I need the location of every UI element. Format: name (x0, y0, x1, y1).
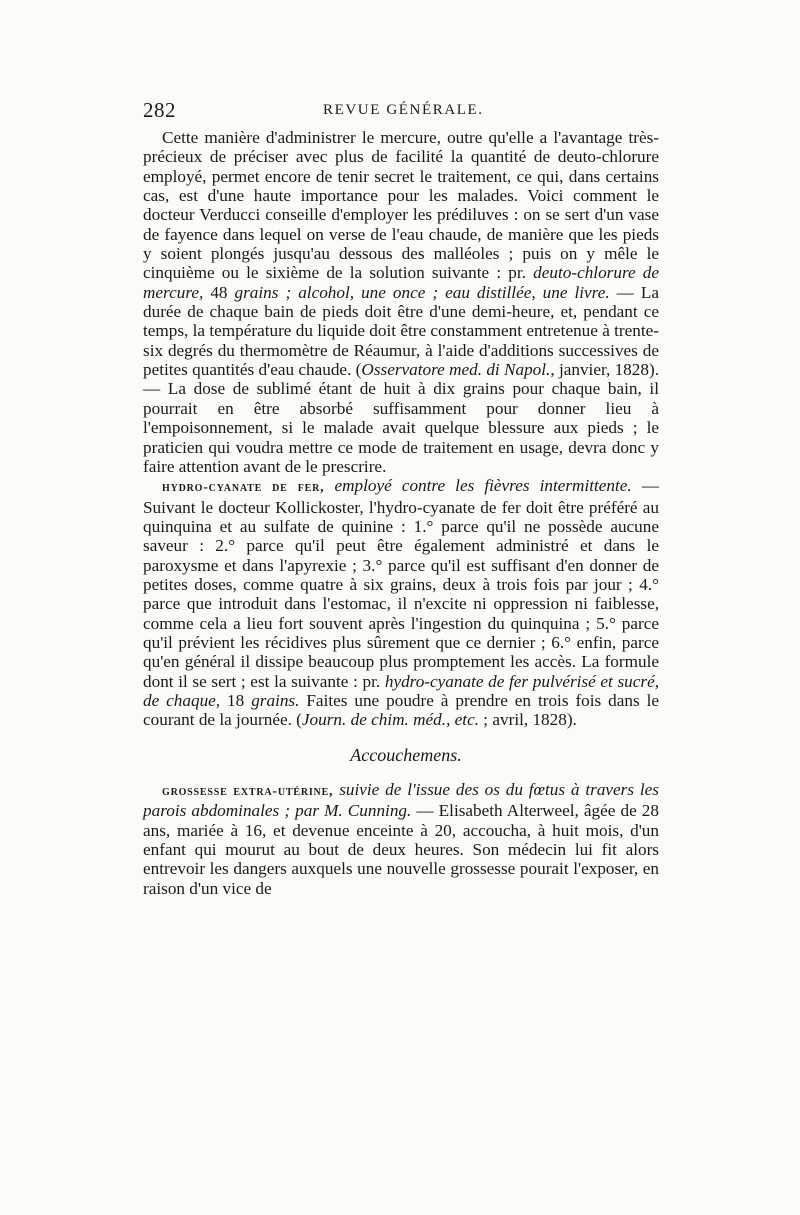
text-run: Faites une poudre à prendre en trois fois dans le courant de la journée. ( (143, 690, 660, 730)
body-text (143, 128, 659, 898)
italic-run: hydro-cyanate de fer pulvérisé et sucré, de chaque, (143, 671, 660, 710)
italic-run: Osservatore med. di Napol. (361, 360, 551, 380)
italic-run: deuto-chlorure de mercure, (143, 263, 660, 302)
text-run: 48 (210, 282, 228, 302)
page-header (143, 98, 659, 128)
small-caps-heading: grossesse extra-utérine, (162, 784, 334, 799)
text-run: — Suivant le docteur Kollickoster, l'hydro-cyanate de fer doit être préféré au quinquina et au sulfate de quinine : 1.° parce qu'il ne possède aucune saveur : 2.° parce qu'il peut être également administré et dans le paroxysme et dans l'apyrexie ; 3.° parce qu'il est suffisant d'en donner de petites doses, comme quatre à six grains, deux à trois fois par jour ; 4.° parce que introduit dans l'estomac, il n'excite ni oppression ni faiblesse, comme cela a lieu fort souvent après l'ingestion du quinquina ; 5.° parce qu'il prévient les récidives plus sûrement que ce dernier ; 6.° enfin, parce qu'en général il dissipe beaucoup plus promptement les accès. La formule dont il se sert ; est la suivante : pr. (143, 476, 659, 691)
text-run: — Elisabeth Alterweel, âgée de 28 ans, mariée à 16, et devenue enceinte à 20, accoucha, à huit mois, d'un enfant qui mourut au bout de deux heures. Son médecin lui fit alors entrevoir les dangers auxquels une nouvelle grossesse pourait l'exposer, en raison d'un vice de (143, 801, 659, 898)
page-number: 282 (143, 98, 176, 122)
paragraph-grossesse (143, 780, 659, 898)
small-caps-heading: hydro-cyanate de fer, (162, 480, 325, 496)
text-run: Cette manière d'administrer le mercure, outre qu'elle a l'avantage très-précieux de préciser avec plus de facilité la quantité de deuto-chlorure employé, permet encore de tenir secret le traitement, ce qui, dans certains cas, est d'une haute importance pour les malades. Voici comment le docteur Verducci conseille d'employer les prédiluves : on se sert d'un vase de fayence dans lequel on verse de l'eau chaude, de manière que les pieds y soient plongés jusqu'au dessous des malléoles ; puis on y mêle le cinquième ou le sixième de la solution suivante : pr. (143, 128, 659, 283)
section-heading: Accouchemens. (350, 744, 462, 765)
italic-run: Journ. de chim. méd., etc. (301, 710, 479, 730)
italic-run: suivie de l'issue des os du fœtus à travers les parois abdominales ; par M. Cunning. (143, 780, 659, 821)
text-run: , janvier, 1828). — La dose de sublimé étant de huit à dix grains pour chaque bain, il pourrait en être absorbé suffisamment pour donner lieu à l'empoisonnement, si le malade avait quelque blessure aux pieds ; le praticien qui voudra mettre ce mode de traitement en usage, devra donc y faire attention avant de le prescrire. (143, 360, 659, 476)
italic-run: grains. (251, 690, 300, 710)
paragraph-mercure (143, 128, 659, 476)
italic-run: employé contre les fièvres intermittente. (334, 476, 632, 496)
italic-run: grains ; alcohol, une once ; eau distillée, une livre. (234, 282, 610, 302)
running-head: REVUE GÉNÉRALE. (323, 102, 484, 118)
paragraph-hydro-cyanate (143, 476, 659, 729)
text-run: 18 (227, 690, 245, 710)
text-run: — La durée de chaque bain de pieds doit être d'une demi-heure, et, pendant ce temps, la température du liquide doit être constamment entretenue à trente-six degrés du thermomètre de Réaumur, à l'aide d'additions successives de petites quantités d'eau chaude. ( (143, 282, 659, 380)
text-run: ; avril, 1828). (483, 710, 577, 730)
